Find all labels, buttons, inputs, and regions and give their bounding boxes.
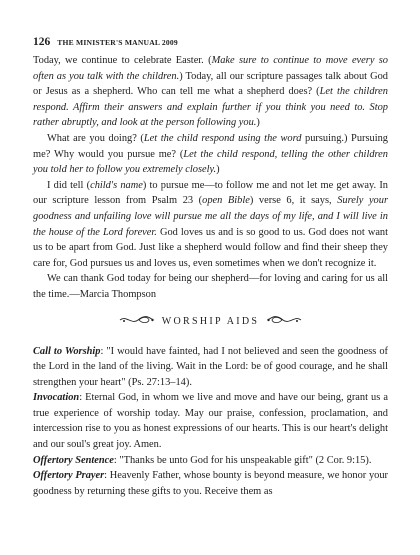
italic-run: child's name	[90, 179, 143, 191]
paragraph	[33, 271, 388, 302]
section-heading	[33, 313, 388, 331]
ornament-left-icon	[119, 313, 155, 331]
text-run: I did tell (	[47, 179, 91, 191]
aid-label: Invocation	[33, 392, 80, 404]
text-run: God loves us and is so good to us. God does not want us to be apart from God. Just like a shepherd would follow and find their sheep they care for, God pursues us and loves us, even sometimes when we don't recognize it.	[33, 226, 389, 269]
text-run: ) to pursue me—to follow me and not let me get away. In our scripture lesson from Psalm 23 (	[33, 179, 388, 207]
paragraph	[33, 53, 388, 131]
text-run: ) verse 6, it says,	[249, 195, 338, 207]
paragraph	[33, 178, 388, 272]
aid-label: Offertory Prayer	[33, 470, 105, 482]
text-run: )	[216, 164, 220, 176]
worship-aid-invocation	[33, 390, 388, 452]
aid-text: : "I would have fainted, had I not believed and seen the goodness of the Lord in the land of the living. Wait in the Lord: be of good courage, and he shall strengthen your heart" (Ps. 27:13–14).	[33, 345, 388, 388]
sermon-body	[33, 53, 388, 303]
italic-run: Surely your goodness and unfailing love will pursue me all the days of my life, and I will live in the house of the Lord forever.	[33, 195, 388, 238]
page-number: 126	[33, 36, 51, 48]
text-run: pursuing.) Pursuing me? Why would you pursue me? (	[33, 132, 389, 160]
text-run: )	[256, 117, 260, 129]
aid-text: : "Thanks be unto God for his unspeakable gift" (2 Cor. 9:15).	[113, 454, 372, 466]
text-run: ) Today, all our scripture passages talk about God or Jesus as a shepherd. Who can tell me what a shepherd does? (	[33, 70, 388, 98]
italic-run: Let the child respond using the word	[143, 132, 302, 144]
italic-run: Let the child respond, telling the other children you told her to follow you extremely closely.	[33, 148, 388, 176]
aid-label: Offertory Sentence	[33, 454, 114, 466]
italic-run: Make sure to continue to move every so often as you talk with the children.	[33, 55, 388, 82]
text-run: What are you doing? (	[47, 132, 144, 144]
aid-text: : Heavenly Father, whose bounty is beyond measure, we honor your goodness by returning these gifts to you. Receive them as	[33, 470, 388, 497]
worship-aid-offertory-prayer	[33, 468, 388, 499]
aid-label: Call to Worship	[33, 345, 101, 357]
paragraph	[33, 131, 388, 178]
text-run: We can thank God today for being our shepherd—for loving and caring for us all the time.—Marcia Thompson	[33, 273, 388, 300]
running-head: THE MINISTER'S MANUAL 2009	[57, 38, 178, 47]
worship-aid-offertory-sentence	[33, 453, 388, 469]
page-header	[33, 36, 388, 48]
aid-text: : Eternal God, in whom we live and move and have our being, grant us a true experience of worship today. May our praise, confession, proclamation, and intercession rise to you as honest expressions of our hearts. This is our heart's delight and our soul's great joy. Amen.	[33, 392, 388, 451]
italic-run: open Bible	[202, 195, 250, 207]
worship-aids	[33, 344, 388, 500]
section-title: WORSHIP AIDS	[161, 316, 260, 327]
italic-run: Let the children respond. Affirm their answers and explain further if you think you need to. Stop rather abruptly, and look at the person following you.	[33, 86, 388, 129]
text-run: Today, we continue to celebrate Easter. (	[33, 55, 212, 66]
ornament-right-icon	[266, 313, 302, 331]
worship-aid-call-to-worship	[33, 344, 388, 391]
